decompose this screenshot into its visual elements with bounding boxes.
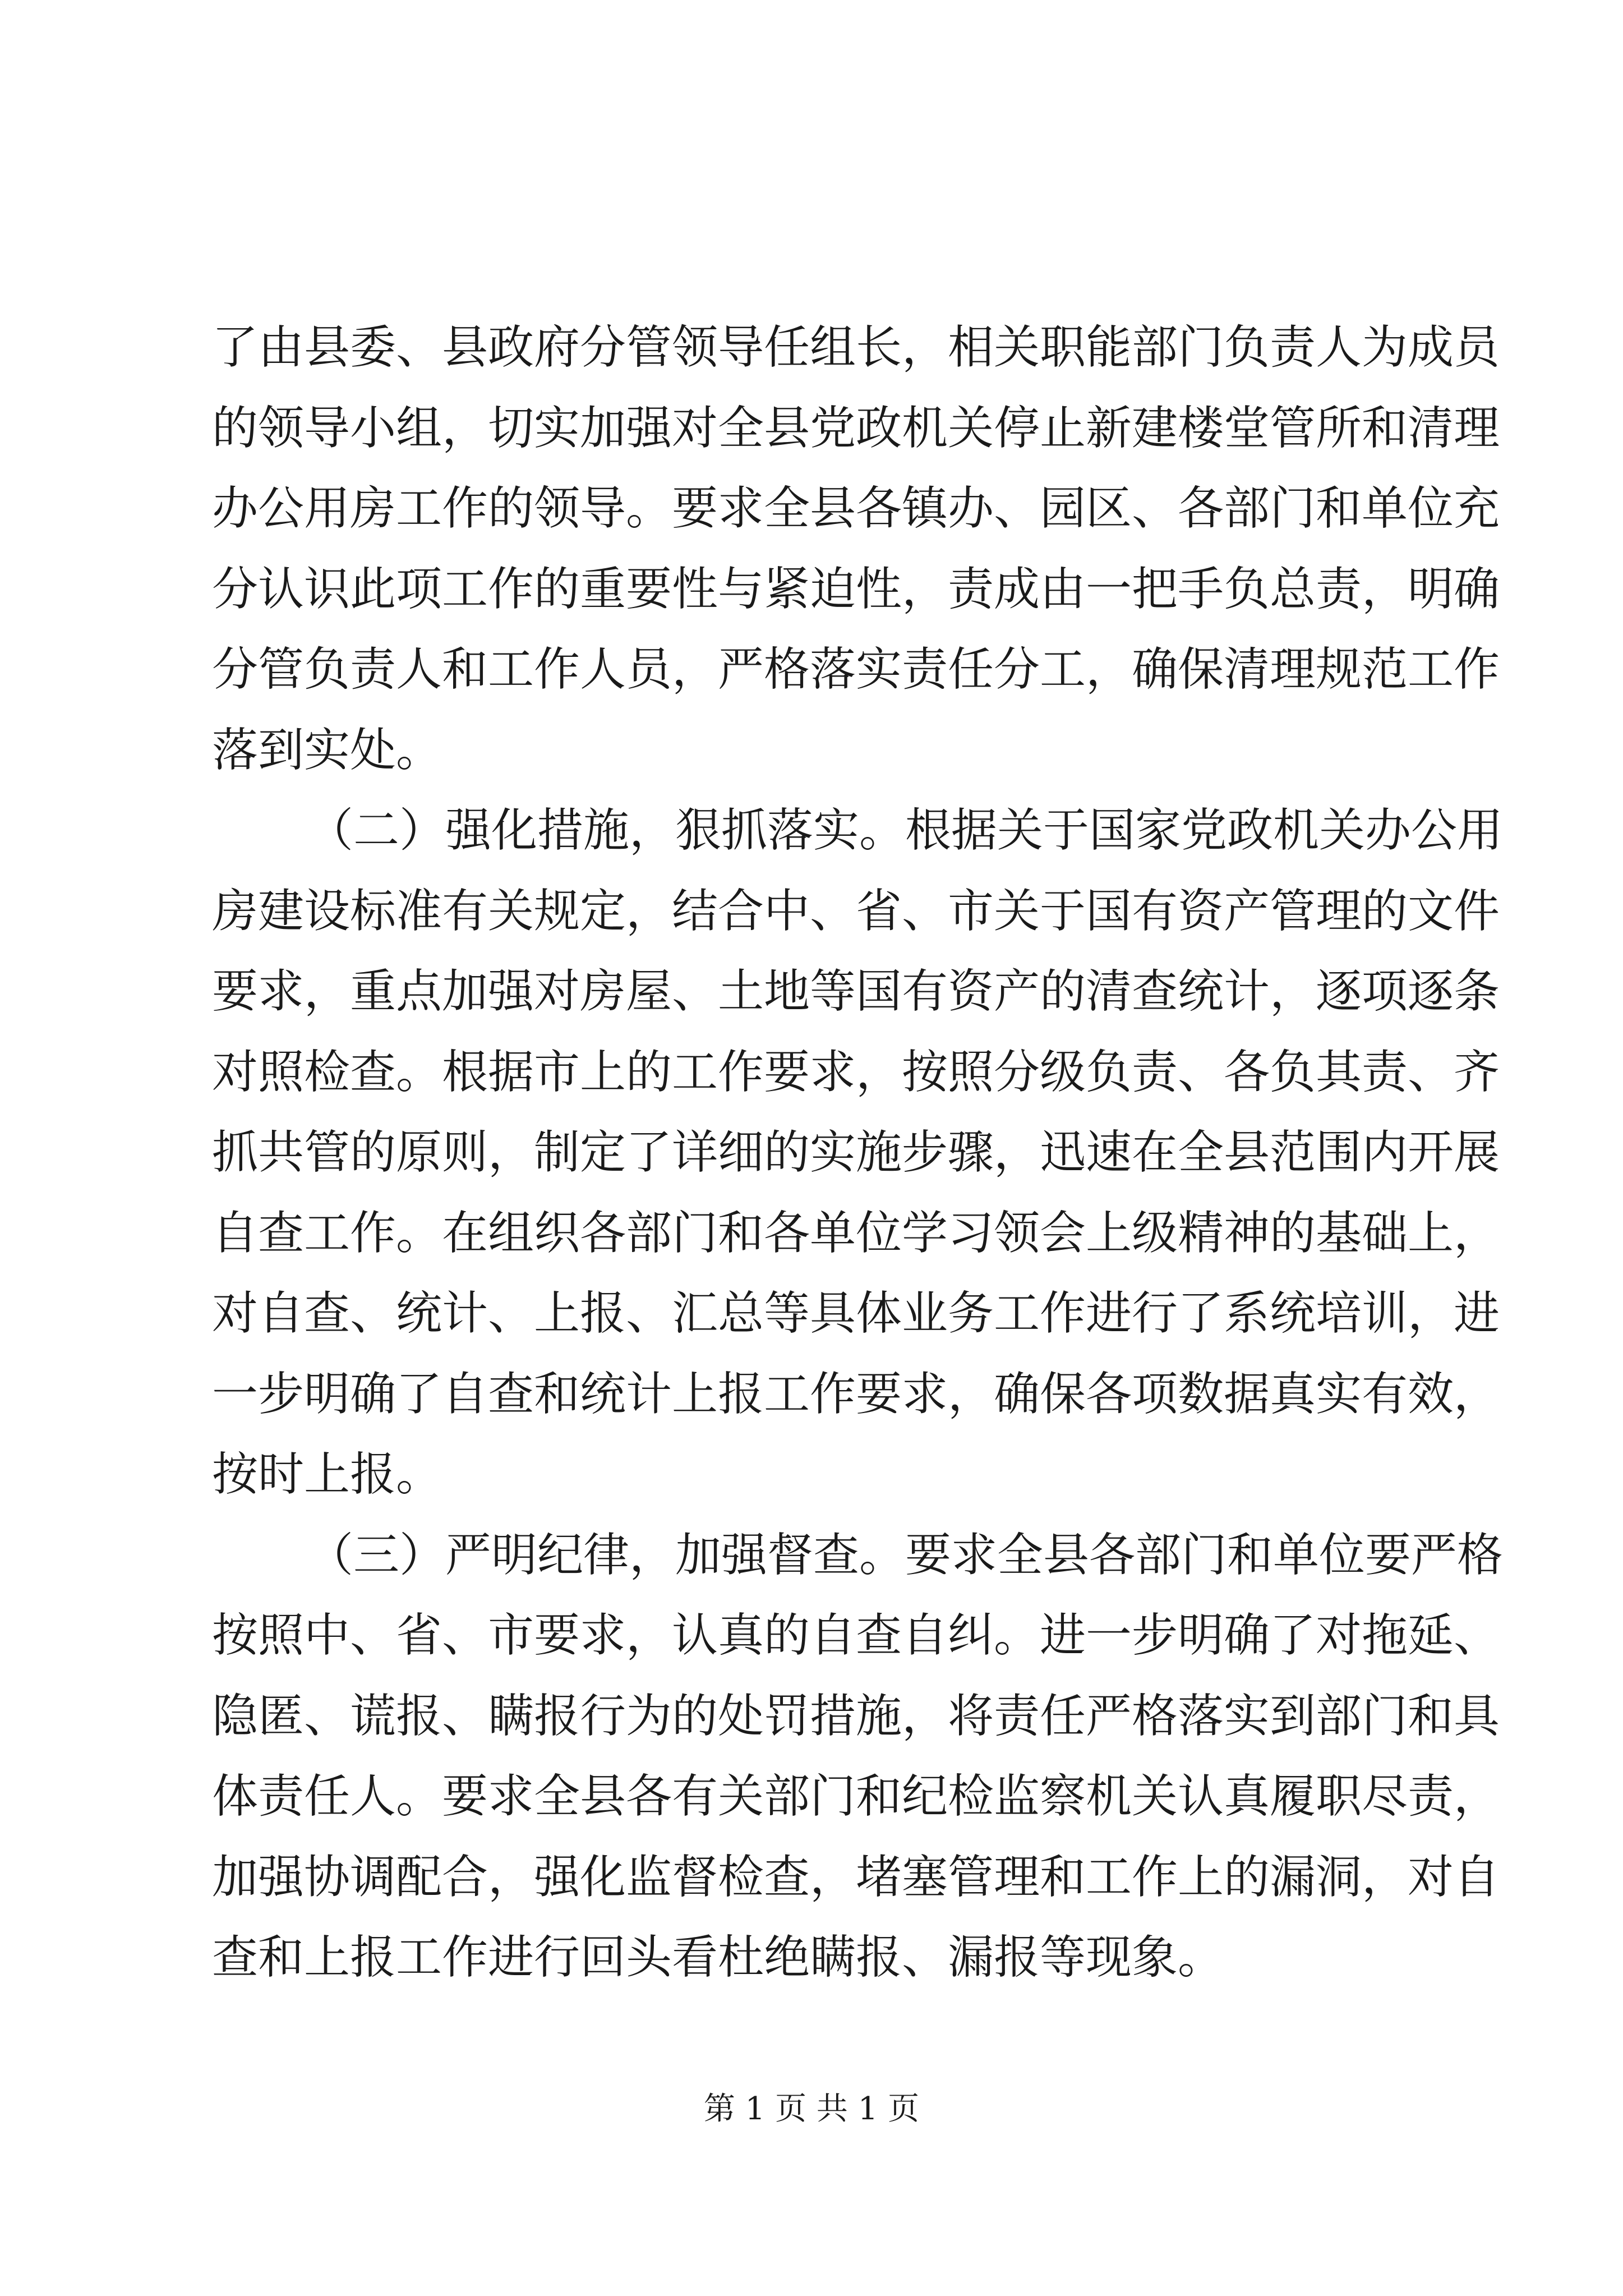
body-line: 按照中、省、市要求，认真的自查自纠。进一步明确了对拖延、 [212, 1609, 1500, 1662]
body-line: 查和上报工作进行回头看杜绝瞒报、漏报等现象。 [212, 1931, 1224, 1984]
body-line: 的领导小组，切实加强对全县党政机关停止新建楼堂管所和清理 [212, 401, 1500, 455]
body-line: 按时上报。 [212, 1448, 442, 1501]
body-line: 房建设标准有关规定，结合中、省、市关于国有资产管理的文件 [212, 884, 1500, 938]
section-heading-line: （三）严明纪律，加强督查。要求全县各部门和单位要严格 [307, 1528, 1504, 1582]
body-line: 自查工作。在组织各部门和各单位学习领会上级精神的基础上， [212, 1206, 1500, 1260]
section-heading-line: （二）强化措施，狠抓落实。根据关于国家党政机关办公用 [307, 804, 1504, 857]
page-footer: 第 1 页 共 1 页 [703, 2091, 920, 2127]
body-line: 要求，重点加强对房屋、土地等国有资产的清查统计，逐项逐条 [212, 965, 1500, 1018]
body-line: 分认识此项工作的重要性与紧迫性，责成由一把手负总责，明确 [212, 562, 1500, 616]
body-line: 隐匿、谎报、瞒报行为的处罚措施，将责任严格落实到部门和具 [212, 1689, 1500, 1743]
body-line: 抓共管的原则，制定了详细的实施步骤，迅速在全县范围内开展 [212, 1126, 1500, 1179]
body-line: 了由县委、县政府分管领导任组长，相关职能部门负责人为成员 [212, 321, 1500, 374]
body-line: 一步明确了自查和统计上报工作要求，确保各项数据真实有效， [212, 1367, 1500, 1421]
body-line: 体责任人。要求全县各有关部门和纪检监察机关认真履职尽责， [212, 1770, 1500, 1823]
body-line: 对自查、统计、上报、汇总等具体业务工作进行了系统培训，进 [212, 1287, 1500, 1340]
document-body [212, 307, 1504, 1998]
body-line: 加强协调配合，强化监督检查，堵塞管理和工作上的漏洞，对自 [212, 1850, 1500, 1904]
body-line: 办公用房工作的领导。要求全县各镇办、园区、各部门和单位充 [212, 482, 1500, 535]
body-line: 对照检查。根据市上的工作要求，按照分级负责、各负其责、齐 [212, 1045, 1500, 1099]
body-line: 落到实处。 [212, 723, 442, 777]
body-line: 分管负责人和工作人员，严格落实责任分工，确保清理规范工作 [212, 643, 1500, 696]
